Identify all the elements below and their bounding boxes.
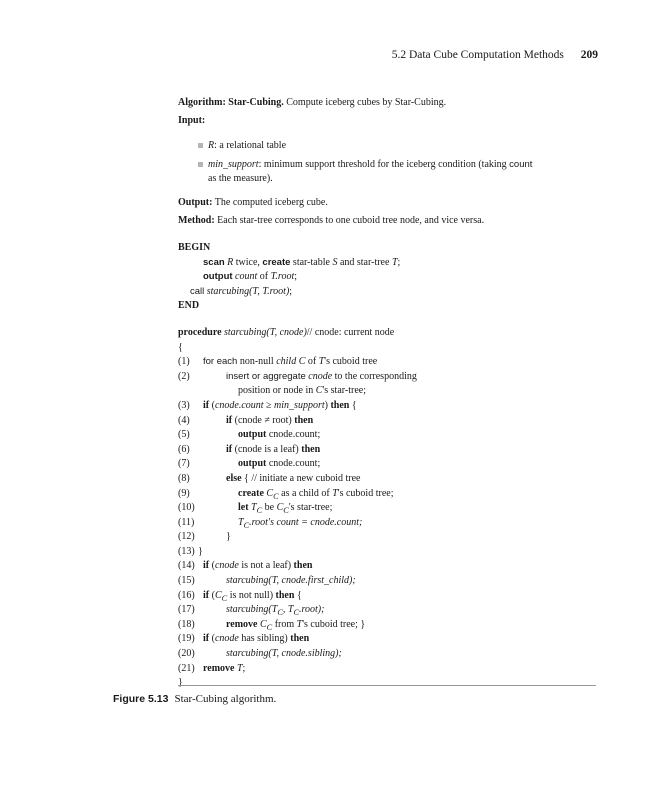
caption-rule (178, 685, 596, 686)
algorithm-title-text: Compute iceberg cubes by Star-Cubing. (283, 97, 447, 108)
code-line-8: (8) else { // initiate a new cuboid tree (178, 472, 361, 484)
section-title: 5.2 Data Cube Computation Methods (391, 49, 564, 61)
input-item-min-support (178, 158, 598, 186)
code-line-18: (18) remove $C_C$ from T's cuboid tree; } (178, 618, 366, 632)
begin-line-3: call starcubing(T, T.root); (190, 285, 293, 297)
input-desc: : a relational table (214, 140, 287, 151)
code-line-2b: position or node in C's star-tree; (238, 385, 366, 397)
output-label: Output: (178, 197, 213, 208)
method-line (178, 214, 598, 228)
procedure-block (178, 326, 598, 691)
input-var: R (208, 140, 215, 151)
open-brace: { (178, 341, 183, 353)
begin-keyword: BEGIN (178, 242, 211, 253)
code-line-13: (13) } (178, 545, 203, 557)
code-line-19: (19) if (cnode has sibling) then (178, 633, 310, 645)
procedure-signature: procedure starcubing(T, cnode)// cnode: current node (178, 326, 395, 338)
method-text: Each star-tree corresponds to one cuboid tree node, and vice versa. (214, 215, 485, 226)
input-list (178, 139, 598, 186)
code-line-3: (3) if (cnode.count ≥ min_support) then { (178, 399, 357, 411)
algorithm-title (178, 96, 598, 110)
input-desc: : minimum support threshold for the iceberg condition (taking (258, 159, 510, 170)
running-header (392, 49, 598, 61)
end-keyword: END (178, 300, 200, 312)
code-line-4: (4) if (cnode ≠ root) then (178, 414, 314, 426)
input-label: Input: (178, 115, 206, 126)
algorithm-box (178, 96, 598, 691)
code-line-6: (6) if (cnode is a leaf) then (178, 443, 321, 455)
code-line-12: (12) } (178, 531, 231, 543)
bullet-square-icon (198, 162, 203, 167)
input-item-r (178, 139, 598, 153)
input-desc-cont: as the measure). (208, 173, 273, 184)
code-line-16: (16) if ($C_C$ is not null) then { (178, 589, 302, 603)
code-line-2: (2) insert or aggregate cnode to the corresponding (178, 370, 417, 382)
code-line-7: (7) output cnode.count; (178, 458, 321, 470)
method-label: Method: (178, 215, 215, 226)
figure-label: Figure 5.13 (113, 693, 169, 705)
input-var: min_support (208, 159, 259, 170)
code-line-20: (20) starcubing(T, cnode.sibling); (178, 648, 342, 660)
output-text: The computed iceberg cube. (212, 197, 328, 208)
bullet-square-icon (198, 143, 203, 148)
input-heading (178, 114, 598, 128)
code-line-15: (15) starcubing(T, cnode.first_child); (178, 575, 356, 587)
algorithm-label: Algorithm: Star-Cubing. (178, 97, 284, 108)
begin-line-1: scan R twice, create star-table S and star-tree T; (203, 256, 401, 268)
figure-caption (113, 693, 276, 705)
code-line-17: (17) $starcubing(T_C$, $T_C.root$); (178, 604, 325, 618)
input-code: count (509, 159, 533, 170)
page-number: 209 (580, 49, 598, 61)
code-line-10: (10) let $T_C$ be $C_C's$ star-tree; (178, 502, 333, 516)
begin-block (178, 241, 598, 314)
code-line-11: (11) $T_C.root's$ count = cnode.count; (178, 516, 363, 530)
code-line-5: (5) output cnode.count; (178, 429, 321, 441)
code-line-1: (1) for each non-null child C of T's cuboid tree (178, 356, 378, 368)
output-line (178, 196, 598, 210)
figure-caption-text: Star-Cubing algorithm. (174, 693, 277, 705)
code-line-14: (14) if (cnode is not a leaf) then (178, 560, 313, 572)
begin-line-2: output count of T.root; (203, 271, 298, 283)
code-line-21: (21) remove T; (178, 662, 246, 674)
close-brace: } (178, 677, 183, 689)
code-line-9: (9) create $C_C$ as a child of T's cuboid tree; (178, 487, 394, 501)
